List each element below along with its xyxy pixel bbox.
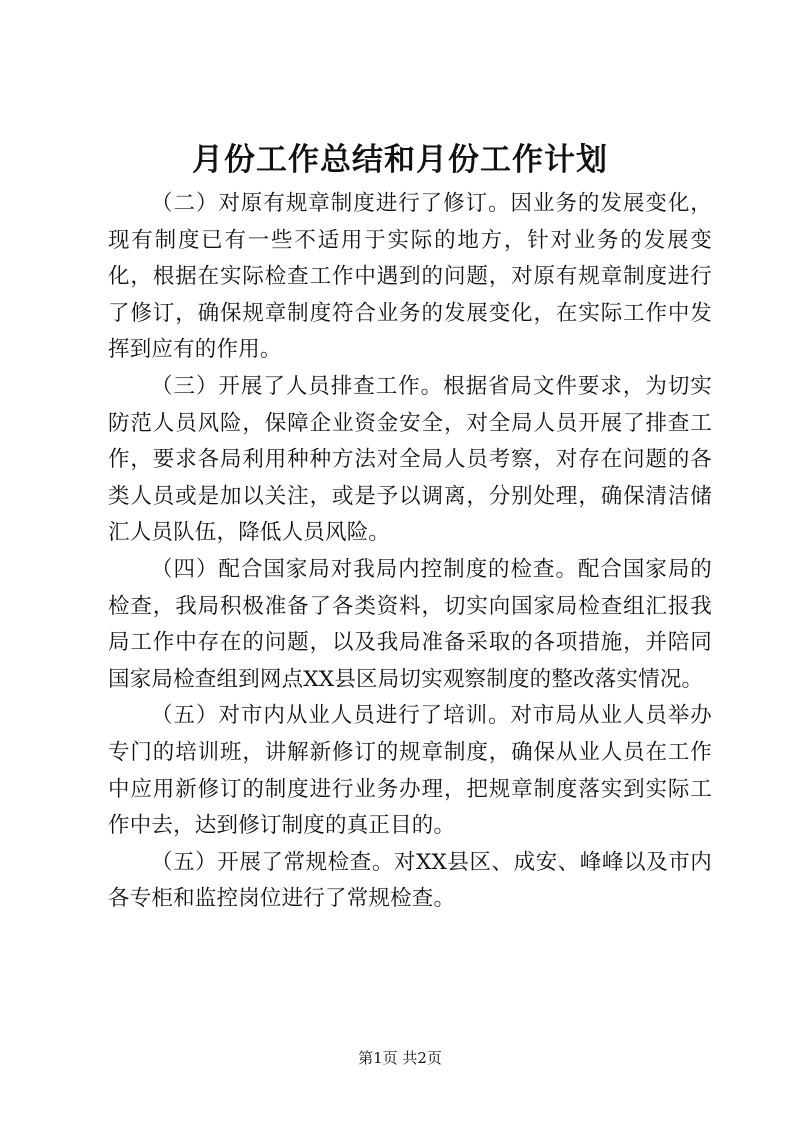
paragraph-5-inspection: （五）开展了常规检查。对XX县区、成安、峰峰以及市内各专柜和监控岗位进行了常规检查。 — [108, 849, 712, 912]
page-footer: 第1页 共2页 — [358, 1049, 442, 1067]
paragraph-4: （四）配合国家局对我局内控制度的检查。配合国家局的检查，我局积极准备了各类资料，切实向国家局检查组汇报我局工作中存在的问题，以及我局准备采取的各项措施，并陪同国家局检查组到网点XX县区局切实观察制度的整改落实情况。 — [108, 556, 712, 692]
paragraph-3: （三）开展了人员排查工作。根据省局文件要求，为切实防范人员风险，保障企业资金安全，对全局人员开展了排查工作，要求各局利用种种方法对全局人员考察，对存在问题的各类人员或是加以关注，或是予以调离，分别处理，确保清洁储汇人员队伍，降低人员风险。 — [108, 373, 712, 546]
document-title: 月份工作总结和月份工作计划 — [192, 142, 608, 178]
paragraph-5-training: （五）对市内从业人员进行了培训。对市局从业人员举办专门的培训班，讲解新修订的规章制度，确保从业人员在工作中应用新修订的制度进行业务办理，把规章制度落实到实际工作中去，达到修订制度的真正目的。 — [108, 703, 712, 839]
paragraph-2: （二）对原有规章制度进行了修订。因业务的发展变化，现有制度已有一些不适用于实际的地方，针对业务的发展变化，根据在实际检查工作中遇到的问题，对原有规章制度进行了修订，确保规章制度符合业务的发展变化，在实际工作中发挥到应有的作用。 — [108, 191, 712, 363]
document-body — [108, 186, 712, 918]
